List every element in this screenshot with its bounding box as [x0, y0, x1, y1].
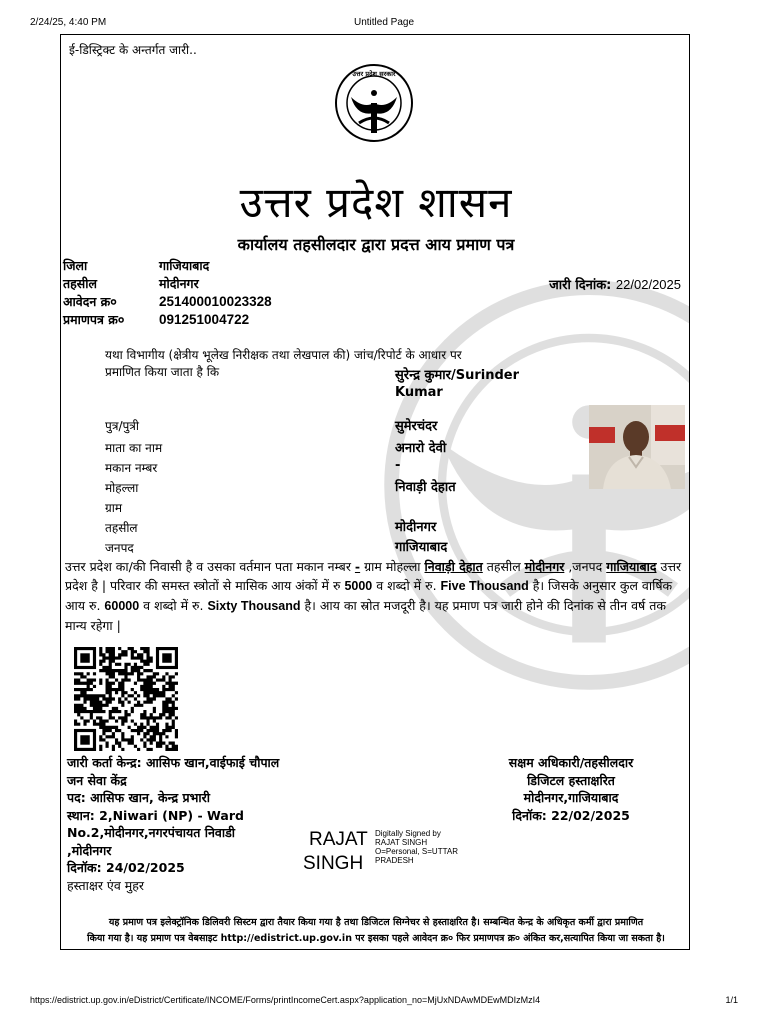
para-text-3: तहसील — [482, 559, 525, 574]
applicant-photo-image — [589, 405, 685, 489]
qr-code-icon — [71, 647, 181, 751]
signature-detail-1: Digitally Signed by — [375, 829, 441, 838]
authority-title: सक्षम अधिकारी/तहसीलदार — [508, 755, 634, 770]
print-page-number: 1/1 — [725, 995, 738, 1005]
print-timestamp: 2/24/25, 4:40 PM — [30, 17, 107, 28]
para-annual-income-words: Sixty Thousand — [207, 599, 301, 613]
disclaimer-line-2: किया गया है। यह प्रमाण पत्र वेबसाइट http://edistrict.up.gov.in पर इसका पहले आवेदन क्र० फिर प्रमाणपत्र क्र० अंकित कर,सत्यापित किया जा सकता है। — [87, 933, 665, 944]
intro-line-1: यथा विभागीय (क्षेत्रीय भूलेख निरीक्षक तथा लेखपाल की) जांच/रिपोर्ट के आधार पर — [105, 348, 462, 362]
svg-text:उत्तर प्रदेश सरकार: उत्तर प्रदेश सरकार — [352, 70, 396, 78]
application-number: 251400010023328 — [159, 294, 272, 309]
issuer-place: स्थान: 2,Niwari (NP) - Ward No.2,मोदीनगर,नगरपंचायत निवाडी ,मोदीनगर — [67, 807, 244, 858]
applicant-name: सुरेन्द्र कुमार/Surinder Kumar — [395, 368, 520, 400]
para-district: गाजियाबाद — [606, 559, 657, 574]
district-label: जिला — [63, 258, 88, 273]
para-text-5: उत्तर प्रदेश है | परिवार की समस्त स्त्रोतों से मासिक आय अंकों में रु — [65, 559, 682, 593]
competent-authority-block — [461, 754, 681, 824]
para-text-2: ग्राम मोहल्ला — [360, 559, 425, 574]
signature-detail-3: O=Personal, S=UTTAR — [375, 847, 458, 856]
digital-signature-name — [303, 828, 368, 876]
para-text-4: ,जनपद — [564, 559, 607, 574]
para-text-9: है। आय का स्रोत मजदूरी है। यह प्रमाण पत्र जारी होने की दिनांक से तीन वर्ष तक मान्य रहेगा | — [65, 598, 666, 633]
para-mohalla: निवाड़ी देहात — [424, 559, 483, 574]
authority-place: मोदीनगर,गाजियाबाद — [523, 790, 619, 805]
para-text-6: व शब्दो में रु. — [372, 578, 441, 593]
janpad-label: जनपद — [105, 541, 134, 555]
tehsil-field-value: मोदीनगर — [395, 520, 437, 535]
certificate-number-label: प्रमाणपत्र क्र० — [63, 312, 125, 327]
authority-date: दिनॉक: 22/02/2025 — [512, 807, 630, 823]
tehsil-row — [63, 275, 272, 293]
certificate-body-paragraph — [65, 557, 685, 635]
para-text-1: उत्तर प्रदेश का/की निवासी है व उसका वर्तमान पता मकान नम्बर — [65, 559, 355, 574]
up-government-emblem-icon — [321, 63, 427, 143]
disclaimer-line-1: यह प्रमाण पत्र इलेक्ट्रॉनिक डिलिवरी सिस्टम द्वारा तैयार किया गया है तथा डिजिटल सिग्नेचर से हस्ताक्षरित है। सम्बन्धित केन्द्र के अधिकृत कर्मी द्वारा प्रमाणित — [108, 917, 644, 928]
certificate-number: 091251004722 — [159, 312, 250, 327]
mother-name-value: अनारो देवी — [395, 441, 447, 456]
village-label: ग्राम — [105, 501, 123, 515]
print-url: https://edistrict.up.gov.in/eDistrict/Certificate/INCOME/Forms/printIncomeCert.aspx?application_no=MjUxNDAwMDEwMDIzMzI4 — [30, 995, 541, 1005]
application-label: आवेदन क्र० — [63, 294, 117, 309]
para-tehsil: मोदीनगर — [524, 559, 565, 574]
parent-label: पुत्र/पुत्री — [105, 419, 140, 433]
janpad-value: गाजियाबाद — [395, 540, 448, 555]
para-annual-income: 60000 — [104, 599, 140, 613]
para-house-number: - — [354, 559, 361, 574]
tehsil-value: मोदीनगर — [159, 276, 199, 291]
digitally-signed-label: डिजिटल हस्ताक्षरित — [527, 772, 615, 788]
issuer-post: पद: आसिफ खान, केन्द्र प्रभारी — [67, 790, 210, 805]
issued-under-note: ई-डिस्ट्रिक्ट के अन्तर्गत जारी.. — [69, 43, 197, 57]
disclaimer — [65, 915, 687, 947]
para-monthly-income: 5000 — [344, 579, 373, 593]
income-certificate — [60, 34, 690, 950]
issue-date-label: जारी दिनांक: — [549, 278, 612, 293]
signature-name-line-1: RAJAT — [309, 829, 368, 850]
applicant-photo — [589, 405, 685, 489]
signature-name-line-2: SINGH — [303, 853, 364, 874]
digital-signature-details — [375, 829, 458, 865]
certificate-subtitle: कार्यालय तहसीलदार द्वारा प्रदत्त आय प्रमाण पत्र — [237, 235, 515, 254]
signature-detail-2: RAJAT SINGH — [375, 838, 428, 847]
house-number-value: - — [395, 458, 401, 473]
parent-value: सुमेरचंदर — [395, 419, 438, 434]
para-monthly-income-words: Five Thousand — [440, 579, 529, 593]
application-row — [63, 293, 272, 311]
government-title: उत्तर प्रदेश शासन — [239, 178, 513, 227]
house-number-label: मकान नम्बर — [105, 461, 158, 475]
issue-date-value: 22/02/2025 — [615, 277, 681, 292]
district-value: गाजियाबाद — [159, 258, 210, 273]
para-text-7: है। जिसके अनुसार कुल वार्षिक आय रु. — [65, 578, 673, 613]
issuing-center-block — [67, 754, 283, 894]
mohalla-label: मोहल्ला — [105, 481, 139, 495]
certificate-meta — [63, 257, 272, 329]
intro-line-2: प्रमाणित किया जाता है कि — [105, 365, 220, 379]
mohalla-value: निवाड़ी देहात — [395, 480, 456, 495]
issuing-center: जारी कर्ता केन्द्र: आसिफ खान,वाईफाई चौपाल जन सेवा केंद्र — [67, 755, 280, 788]
tehsil-label: तहसील — [63, 276, 97, 291]
para-text-8: व शब्दो में रु. — [139, 598, 208, 613]
certificate-number-row — [63, 311, 272, 329]
tehsil-field-label: तहसील — [105, 521, 138, 535]
sign-and-seal: हस्ताक्षर एंव मुहर — [67, 877, 144, 893]
issuer-date: दिनॉक: 24/02/2025 — [67, 860, 185, 875]
issue-date — [549, 275, 681, 293]
district-row — [63, 257, 272, 275]
mother-name-label: माता का नाम — [105, 441, 163, 455]
signature-detail-4: PRADESH — [375, 856, 414, 865]
print-page-title: Untitled Page — [353, 17, 415, 28]
